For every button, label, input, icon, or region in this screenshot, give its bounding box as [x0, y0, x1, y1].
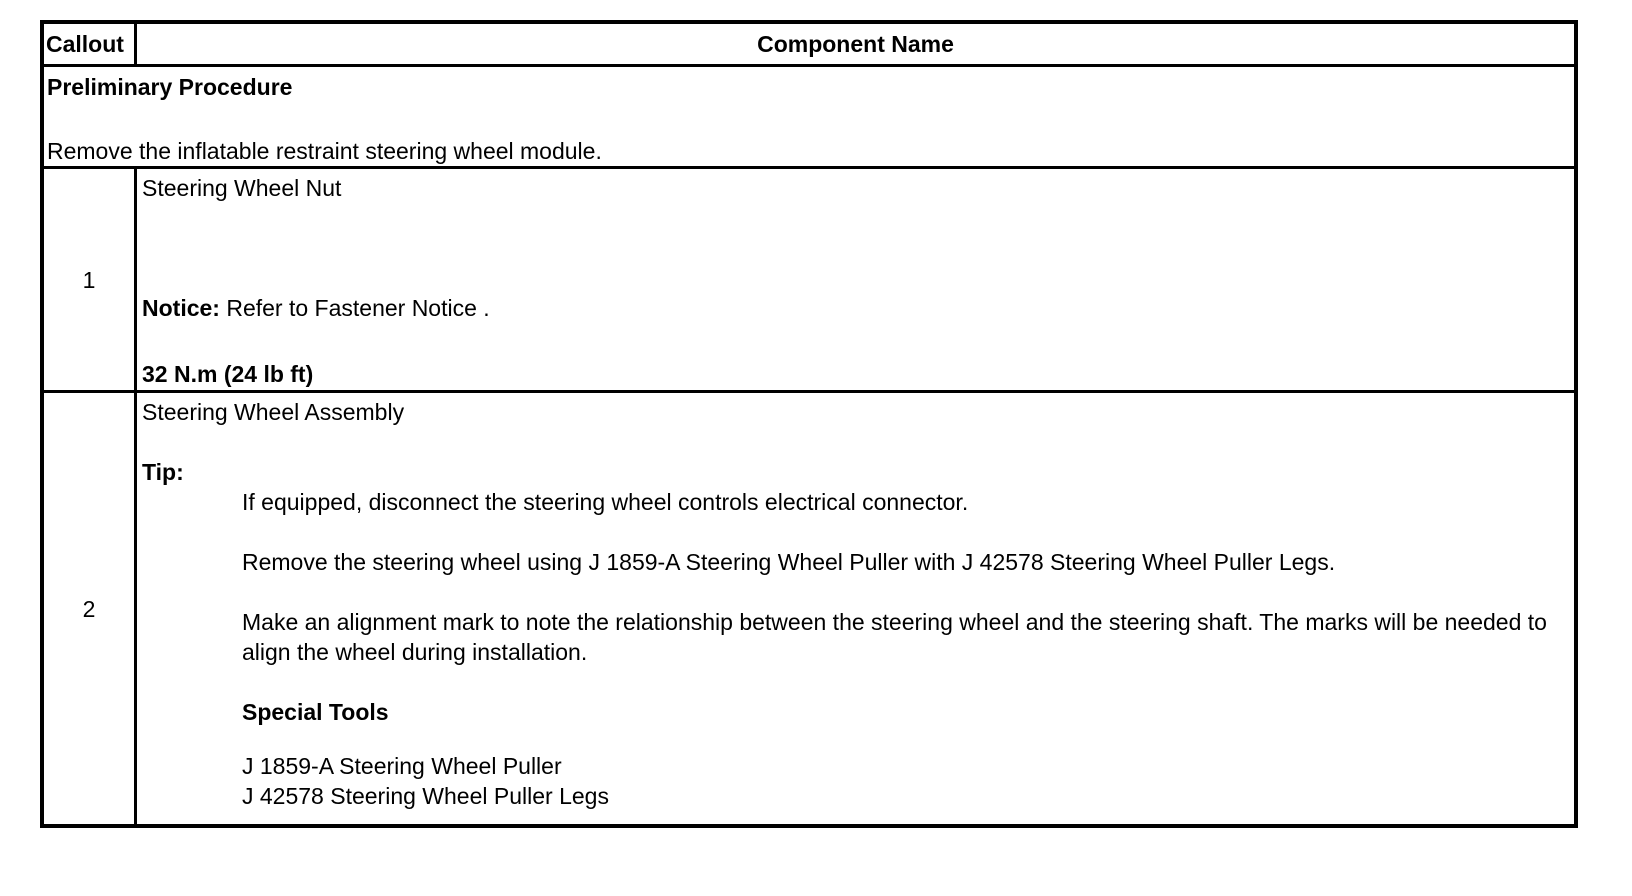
tip-label: Tip:	[142, 459, 184, 485]
component-table	[40, 20, 1578, 828]
tip-text: If equipped, disconnect the steering wheel controls electrical connector.	[242, 489, 969, 515]
notice-line	[142, 293, 1574, 323]
table-row	[44, 166, 1574, 390]
special-tools-heading: Special Tools	[242, 699, 389, 725]
notice-label: Notice:	[142, 295, 220, 321]
callout-number: 2	[44, 393, 137, 824]
preliminary-procedure-row	[44, 64, 1574, 166]
component-cell	[137, 393, 1574, 824]
special-tool-item: J 1859-A Steering Wheel Puller	[242, 753, 562, 779]
tip-text: Remove the steering wheel using J 1859-A Steering Wheel Puller with J 42578 Steering Wheel Puller Legs.	[242, 549, 1336, 575]
preliminary-procedure-text: Remove the inflatable restraint steering wheel module.	[47, 138, 602, 164]
torque-spec: 32 N.m (24 lb ft)	[142, 361, 314, 387]
callout-column-header: Callout	[44, 24, 137, 64]
special-tool-item: J 42578 Steering Wheel Puller Legs	[242, 783, 609, 809]
callout-number: 1	[44, 169, 137, 390]
component-name: Steering Wheel Assembly	[142, 399, 405, 425]
table-row	[44, 390, 1574, 824]
table-header-row	[44, 24, 1574, 64]
component-name-column-header: Component Name	[757, 31, 954, 57]
preliminary-procedure-title: Preliminary Procedure	[47, 74, 293, 100]
notice-text: Refer to Fastener Notice .	[219, 295, 490, 321]
tip-text: Make an alignment mark to note the relationship between the steering wheel and the steering shaft. The marks will be needed to align the wheel during installation.	[242, 609, 1547, 665]
component-cell	[137, 169, 1574, 390]
component-name: Steering Wheel Nut	[142, 175, 342, 201]
